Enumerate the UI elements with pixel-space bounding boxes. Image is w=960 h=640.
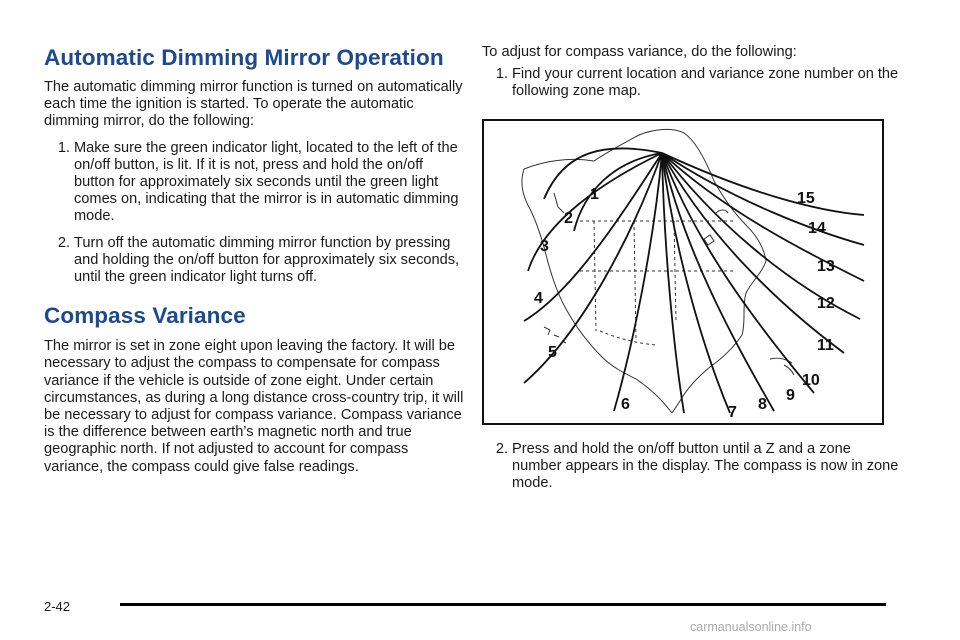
variance-steps-continued xyxy=(482,441,902,493)
zone-label: 8 xyxy=(758,396,767,413)
zone-label: 14 xyxy=(808,220,826,237)
left-column xyxy=(44,44,464,476)
zone-label: 9 xyxy=(786,387,795,404)
zone-label: 5 xyxy=(548,344,557,361)
auto-dimming-step-1 xyxy=(44,140,464,226)
step-text: Make sure the green indicator light, located to the left of the on/off button, is lit. If it is not, press and hold the on/off button for approximately six seconds until the green light comes on, indicating that the mirror is in automatic dimming mode. xyxy=(74,139,459,225)
page-number: 2-42 xyxy=(44,599,71,614)
variance-intro: To adjust for compass variance, do the following: xyxy=(482,44,797,60)
right-column xyxy=(482,44,902,101)
zone-label: 15 xyxy=(797,190,815,207)
zone-label: 11 xyxy=(817,337,834,354)
step-number: 2. xyxy=(57,234,70,251)
zone-map-illustration xyxy=(484,121,882,423)
auto-dimming-intro: The automatic dimming mirror function is turned on automatically each time the ignition is started. To operate the automatic dimming mirror, do the following: xyxy=(44,79,463,130)
zone-label: 2 xyxy=(564,210,573,227)
variance-steps xyxy=(482,66,902,100)
watermark: carmanualsonline.info xyxy=(690,620,812,634)
auto-dimming-steps xyxy=(44,140,464,287)
zone-label: 4 xyxy=(534,290,543,307)
step-text: Find your current location and variance zone number on the following zone map. xyxy=(512,66,899,100)
zone-map-figure xyxy=(482,119,884,425)
step-text: Press and hold the on/off button until a Z and a zone number appears in the display. The compass is now in zone mode. xyxy=(512,441,899,492)
step-number: 1. xyxy=(495,66,508,83)
step-number: 2. xyxy=(495,441,508,457)
heading-compass-variance: Compass Variance xyxy=(44,303,246,329)
compass-variance-body: The mirror is set in zone eight upon leaving the factory. It will be necessary to adjust the compass to compensate for compass variance if the vehicle is outside of zone eight. Under certain circumstances, as during a long distance cross-country trip, it will be necessary to adjust for compass variance. Compass variance is the difference between earth’s magnetic north and true geographic north. If not adjusted to account for compass variance, the compass could give false readings. xyxy=(44,338,464,475)
variance-step-1 xyxy=(482,66,902,100)
north-america-outline xyxy=(522,129,794,413)
zone-label: 12 xyxy=(817,295,835,312)
heading-auto-dimming: Automatic Dimming Mirror Operation xyxy=(44,45,444,70)
step-text: Turn off the automatic dimming mirror function by pressing and holding the on/off button for approximately six seconds, until the green indicator light turns off. xyxy=(74,234,460,286)
zone-label: 6 xyxy=(621,396,630,413)
zone-label: 7 xyxy=(728,404,737,421)
zone-label: 13 xyxy=(817,258,835,275)
footer-rule xyxy=(120,603,886,606)
variance-step-2 xyxy=(482,441,902,493)
step-number: 1. xyxy=(57,139,70,156)
zone-label: 1 xyxy=(590,186,599,203)
zone-label: 3 xyxy=(540,238,549,255)
auto-dimming-step-2 xyxy=(44,235,464,287)
zone-label: 10 xyxy=(802,372,820,389)
